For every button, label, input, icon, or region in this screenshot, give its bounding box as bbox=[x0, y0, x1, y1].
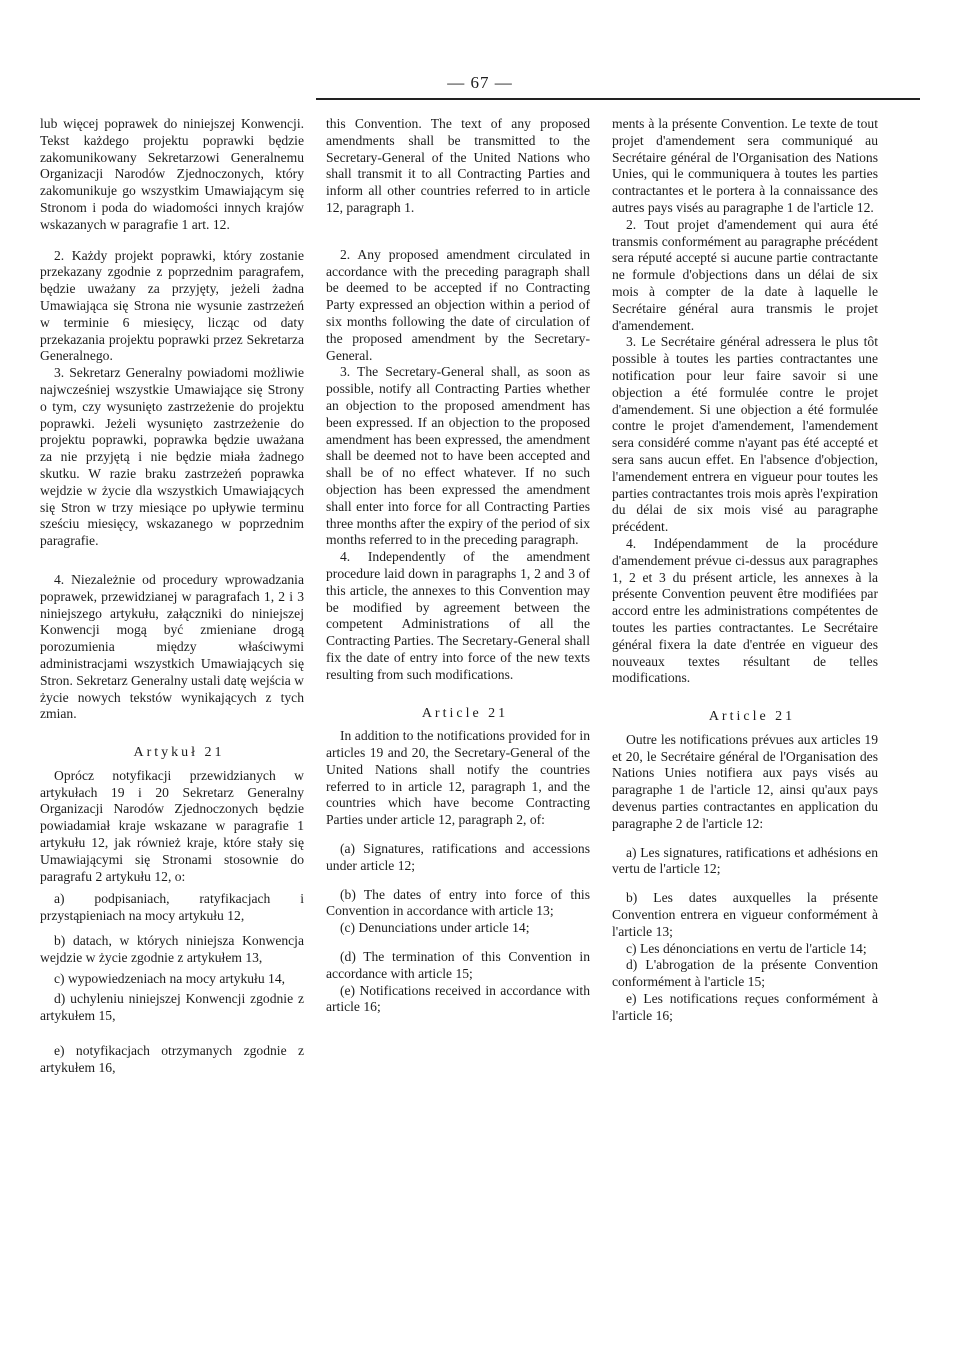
polish-item-d: d) uchyleniu niniejszej Konwencji zgodnie z artykułem 15, bbox=[40, 991, 304, 1024]
english-paragraph-2: 2. Any proposed amendment circulated in accordance with the preceding paragraph shall be deemed to be accepted if no Contracting Party expressed an objection within a period of six months following the date of circulation of the proposed amendment by the Secretary-General. bbox=[326, 246, 590, 363]
english-item-c: (c) Denunciations under article 14; bbox=[340, 920, 530, 936]
english-item-d: (d) The termination of this Convention in accordance with article 15; bbox=[326, 949, 590, 981]
french-item-e: e) Les notifications reçues conformément à l'article 16; bbox=[612, 991, 878, 1023]
polish-paragraph-3: 3. Sekretarz Generalny powiadomi możliwie najwcześniej wszystkie Umawiające się Strony o tym, czy wysunięto zastrzeżenie do projektu poprawki. Jeżeli wysunięto zastrzeżenie do projektu poprawki, poprawka będzie uważana za nie przyjętą i nie będzie miała żadnego skutku. W razie braku zastrzeżeń poprawka wejdzie w życie dla wszystkich Umawiających się Stron w trzy miesiące po upływie terminu sześciu miesięcy, wskazanego w poprzednim paragrafie. bbox=[40, 365, 304, 549]
english-item-a: (a) Signatures, ratifications and accessions under article 12; bbox=[326, 841, 590, 873]
polish-paragraph-2: 2. Każdy projekt poprawki, który zostanie przekazany zgodnie z poprzednim paragrafem, będzie uważany za przyjęty, jeżeli żadna Umawiająca się Strona nie wysunie zastrzeżeń w terminie 6 miesięcy, licząc od daty przekazania projektu poprawki przez Sekretarza Generalnego. bbox=[40, 247, 304, 364]
polish-item-b: b) datach, w których niniejsza Konwencja wejdzie w życie zgodnie z artykułem 13, bbox=[40, 933, 304, 965]
french-item-a: a) Les signatures, ratifications et adhésions en vertu de l'article 12; bbox=[612, 844, 878, 877]
french-paragraph-2: 2. Tout projet d'amendement qui aura été transmis conformément au paragraphe précédent sera réputé accepté si aucune partie contractante ne formule d'objections dans un délai de six mois à compter de la date à laquelle le Secrétaire général aura transmis le projet d'amendement. bbox=[612, 216, 878, 333]
polish-item-c: c) wypowiedzeniach na mocy artykułu 14, bbox=[54, 970, 286, 986]
polish-item-a: a) podpisaniach, ratyfikacjach i przystąpieniach na mocy artykułu 12, bbox=[40, 891, 304, 924]
french-paragraph-3: 3. Le Secrétaire général adressera le plus tôt possible à toutes les parties contractantes une notification pour leur faire savoir si une objection a été formulée contre le projet d'amendement. Si une objection a été formulée contre le projet d'amendement, l'amendement sera considéré comme n'ayant pas été accepté et sera sans aucun effet. En l'absence d'objection, l'amendement entrera en vigueur pour toutes les parties contractantes trois mois après l'expiration du délai de six mois visé au paragraphe précédent. bbox=[612, 334, 878, 535]
english-article-heading: Article 21 bbox=[421, 705, 509, 721]
polish-paragraph-4: 4. Niezależnie od procedury wprowadzania poprawek, przewidzianej w paragrafach 1, 2 i 3 niniejszego artykułu, załączniki do niniejszej Konwencji mogą być zmieniane drogą porozumienia między właściwymi administracjami wszystkich Umawiających się Stron. Sekretarz Generalny ustali datę wejścia w życie nowych tekstów wynikających z tych zmian. bbox=[40, 571, 304, 722]
english-continuation: this Convention. The text of any proposed amendments shall be transmitted to the Secretary-General of the United Nations who shall transmit it to all Contracting Parties and inform all other countries referred to in article 12, paragraph 1. bbox=[326, 116, 590, 215]
english-item-e: (e) Notifications received in accordance with article 16; bbox=[326, 982, 590, 1015]
french-continuation: ments à la présente Convention. Le texte de tout projet d'amendement sera communiqué au Secrétaire général de l'Organisation des Nations Unies, qui le communiquera à toutes les parties contractantes et le portera à la connaissance des autres pays visés au paragraphe 1 de l'article 12. bbox=[612, 116, 878, 215]
french-article-intro: Outre les notifications prévues aux articles 19 et 20, le Secrétaire général de l'Organisation des Nations Unies notifiera aux pays visés au paragraphe 1 de l'article 12, ainsi qu'aux pays devenus parties contractantes en application du paragraphe 2 de l'article 12: bbox=[612, 731, 878, 831]
header-rule bbox=[316, 98, 920, 100]
english-article-intro: In addition to the notifications provided for in articles 19 and 20, the Secretary-General of the United Nations shall notify the countries referred to in article 12, paragraph 1, and the countries which have become Contracting Parties under article 12, paragraph 2, of: bbox=[326, 728, 590, 828]
polish-article-intro: Oprócz notyfikacji przewidzianych w artykułach 19 i 20 Sekretarz Generalny Organizacji Narodów Zjednoczonych będzie powiadamiał kraje wskazane w paragrafie 1 artykułu 12, jak również kraje, które stały się Umawiającymi się Stronami stosownie do paragrafu 2 artykułu 12, o: bbox=[40, 767, 304, 884]
french-article-heading: Article 21 bbox=[708, 709, 796, 725]
polish-continuation: lub więcej poprawek do niniejszej Konwencji. Tekst każdego projektu poprawki będzie zakomunikowany Sekretarzowi Generalnemu Organizacji Narodów Zjednoczonych, który zakomunikuje go wszystkim Umawiającym się Stronom i poda do wiadomości innych krajów wskazanych w paragrafie 1 art. 12. bbox=[40, 116, 304, 232]
english-paragraph-3: 3. The Secretary-General shall, as soon as possible, notify all Contracting Parties whether an objection to the proposed amendment has been expressed. If an objection to the proposed amendment has been expressed, the amendment shall be deemed not to have been accepted and shall be of no effect whatever. If no such objection has been expressed the amendment shall enter into force for all Contracting Parties three months after the expiry of the period of six months referred to in the preceding paragraph. bbox=[326, 364, 590, 548]
french-item-c: c) Les dénonciations en vertu de l'article 14; bbox=[626, 940, 867, 956]
english-item-b: (b) The dates of entry into force of this Convention in accordance with article 13; bbox=[326, 886, 590, 919]
english-paragraph-4: 4. Independently of the amendment procedure laid down in paragraphs 1, 2 and 3 of this article, the annexes to this Convention may be modified by agreement between the competent Administrations of all the Contracting Parties. The Secretary-General shall fix the date of entry into force of the new texts resulting from such modifications. bbox=[326, 549, 590, 682]
french-paragraph-4: 4. Indépendamment de la procédure d'amendement prévue ci-dessus aux paragraphes 1, 2 et 3 du présent article, les annexes à la présente Convention peuvent être modifiées par accord entre les administrations compétentes de toutes les parties contractantes. Le Secrétaire général fixera la date d'entrée en vigueur des nouveaux textes résultant de telles modifications. bbox=[612, 535, 878, 686]
page-number: — 67 — bbox=[447, 73, 513, 92]
polish-column bbox=[40, 116, 304, 1077]
french-item-b: b) Les dates auxquelles la présente Convention entrera en vigueur conformément à l'article 13; bbox=[612, 890, 878, 939]
polish-item-e: e) notyfikacjach otrzymanych zgodnie z artykułem 16, bbox=[40, 1043, 304, 1075]
french-item-d: d) L'abrogation de la présente Convention conformément à l'article 15; bbox=[612, 957, 878, 990]
french-column bbox=[612, 116, 878, 1025]
polish-article-heading: Artykuł 21 bbox=[133, 745, 225, 761]
english-column bbox=[326, 116, 590, 1016]
